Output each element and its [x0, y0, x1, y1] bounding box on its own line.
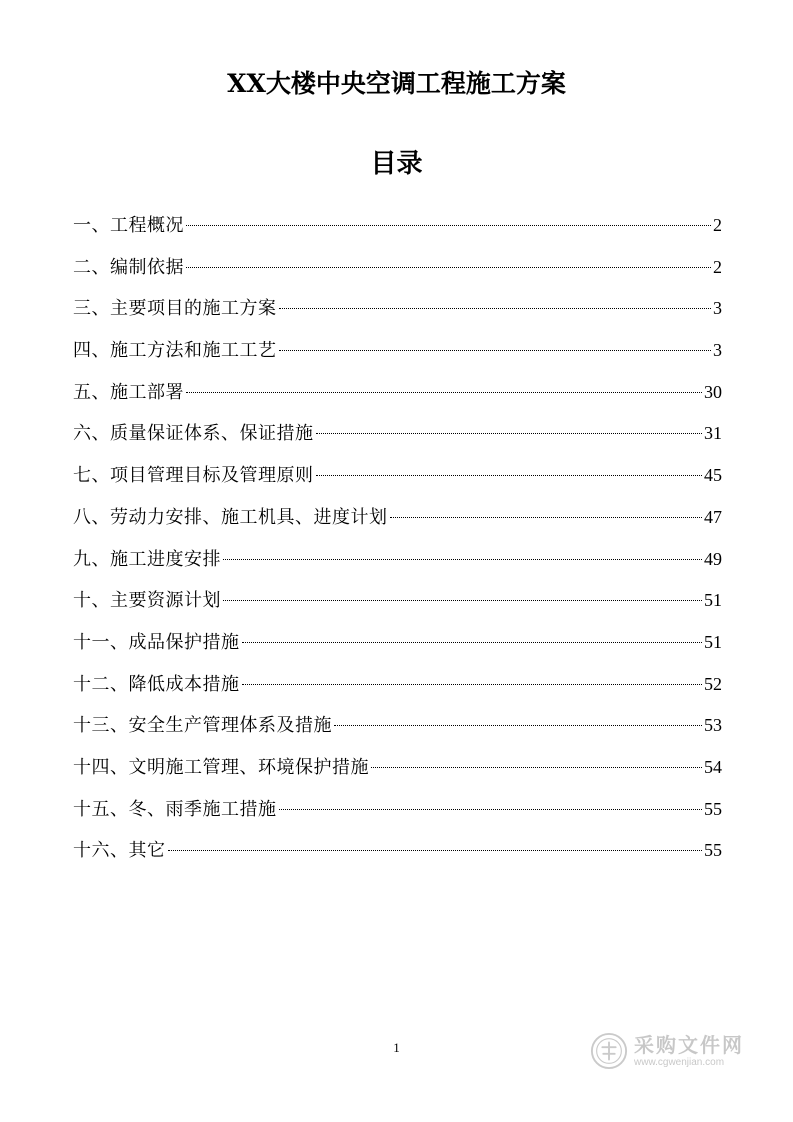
toc-entry-label: 六、质量保证体系、保证措施	[73, 423, 314, 445]
dot-leader	[223, 600, 702, 601]
toc-entry-page: 2	[713, 215, 722, 235]
toc-entry[interactable]	[73, 747, 722, 789]
toc-entry[interactable]	[73, 330, 722, 372]
toc-entry-page: 51	[704, 631, 722, 652]
toc-entry-page: 53	[704, 715, 722, 736]
watermark	[590, 1022, 760, 1080]
toc-entry-label: 十五、冬、雨季施工措施	[73, 798, 277, 820]
dot-leader	[334, 725, 702, 726]
toc-entry[interactable]	[73, 830, 722, 872]
watermark-name: 采购文件网	[634, 1033, 744, 1057]
toc-entry[interactable]	[73, 789, 722, 831]
toc-entry[interactable]	[73, 705, 722, 747]
seal-logo-icon	[590, 1032, 628, 1070]
toc-entry[interactable]	[73, 288, 722, 330]
toc-entry-page: 55	[704, 798, 722, 819]
toc-entry[interactable]	[73, 372, 722, 414]
toc-heading: 目录	[370, 149, 423, 179]
toc-entry-page: 52	[704, 673, 722, 694]
toc-entry-label: 十四、文明施工管理、环境保护措施	[73, 756, 369, 778]
dot-leader	[186, 267, 711, 268]
dot-leader	[186, 392, 702, 393]
dot-leader	[279, 350, 712, 351]
toc-entry-label: 三、主要项目的施工方案	[73, 298, 277, 320]
toc-entry-page: 45	[704, 465, 722, 486]
toc-entry-label: 十二、降低成本措施	[73, 673, 240, 695]
toc-entry-label: 十、主要资源计划	[73, 590, 221, 612]
toc-entry-label: 十一、成品保护措施	[73, 631, 240, 653]
dot-leader	[223, 559, 702, 560]
toc-entry[interactable]	[73, 497, 722, 539]
toc-entry-page: 30	[704, 381, 722, 402]
document-title: XX大楼中央空调工程施工方案	[227, 69, 566, 98]
toc-entry[interactable]	[73, 455, 722, 497]
toc-entry-label: 一、工程概况	[73, 215, 184, 236]
dot-leader	[242, 642, 703, 643]
toc-entry-label: 八、劳动力安排、施工机具、进度计划	[73, 506, 388, 528]
dot-leader	[242, 684, 703, 685]
dot-leader	[316, 433, 703, 434]
toc-entry-label: 十六、其它	[73, 840, 166, 862]
toc-entry-label: 十三、安全生产管理体系及措施	[73, 715, 332, 737]
toc-entry-label: 二、编制依据	[73, 256, 184, 278]
toc-entry-page: 51	[704, 590, 722, 611]
dot-leader	[316, 475, 703, 476]
toc-entry-label: 五、施工部署	[73, 381, 184, 403]
toc-entry-label: 九、施工进度安排	[73, 548, 221, 570]
toc-entry[interactable]	[73, 622, 722, 664]
toc-entry-page: 54	[704, 756, 722, 777]
toc-entry-page: 2	[713, 256, 722, 277]
dot-leader	[168, 850, 703, 851]
toc-entry-page: 49	[704, 548, 722, 569]
toc-entry-page: 3	[713, 340, 722, 361]
toc-entry-page: 47	[704, 506, 722, 527]
toc-entry[interactable]	[73, 580, 722, 622]
dot-leader	[371, 767, 702, 768]
dot-leader	[186, 225, 711, 226]
toc-entry-label: 七、项目管理目标及管理原则	[73, 465, 314, 487]
toc-entry[interactable]	[73, 205, 722, 247]
toc-entry[interactable]	[73, 413, 722, 455]
watermark-url: www.cgwenjian.com	[634, 1057, 725, 1068]
page-number: 1	[393, 1040, 400, 1055]
toc-entry[interactable]	[73, 247, 722, 289]
toc-entry[interactable]	[73, 539, 722, 581]
toc-entry-page: 3	[713, 298, 722, 319]
toc-entry[interactable]	[73, 664, 722, 706]
dot-leader	[279, 809, 703, 810]
dot-leader	[390, 517, 703, 518]
dot-leader	[279, 308, 712, 309]
toc-entry-page: 31	[704, 423, 722, 444]
table-of-contents	[73, 205, 722, 872]
toc-entry-page: 55	[704, 840, 722, 861]
toc-entry-label: 四、施工方法和施工工艺	[73, 340, 277, 362]
